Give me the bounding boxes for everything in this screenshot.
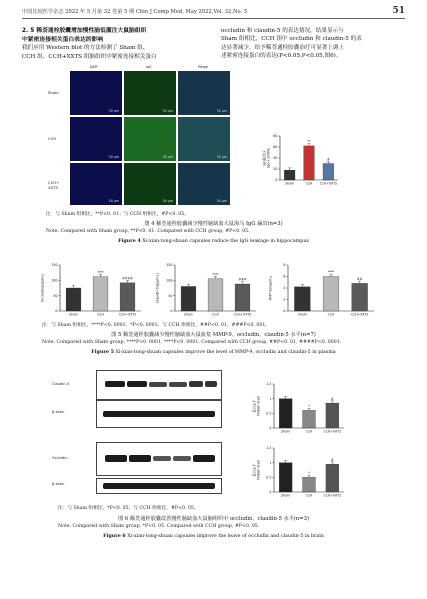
x-tick-label: CCH bbox=[305, 429, 313, 434]
journal-citation: 中国比较医学杂志 2022 年 5 月第 32 卷第 5 期 Chin J Comp Med, May 2022,Vol. 32,No. 5 bbox=[22, 9, 248, 15]
paragraph-right-line4: 述紧密连接蛋白的表达(P<0.05,P<0.05,图6)。 bbox=[221, 53, 342, 60]
figure4-bar-chart bbox=[262, 128, 342, 188]
figure6-title-en: Figure 6 Xi-xian-tong-shuan capsules improve the leave of occludin and claudin-5 in brain bbox=[103, 533, 324, 539]
figure5-claudin5-chart bbox=[155, 257, 260, 319]
significance-label: # bbox=[330, 396, 334, 401]
figure6-label: Figure 6 bbox=[103, 533, 126, 539]
paragraph-left-line1: 我们应用 Western blot 的方法检测了 Sham 组、 bbox=[22, 45, 149, 52]
bar bbox=[181, 286, 196, 311]
bar bbox=[323, 164, 334, 181]
running-header bbox=[22, 8, 405, 15]
y-tick-label: 1 bbox=[269, 396, 272, 401]
paragraph-left-line2: CCH 组、CCH+XXTS 组脑组织中紧密连接相关蛋白 bbox=[22, 53, 157, 60]
row-label-xxts: CCH+ XXTS bbox=[48, 180, 60, 190]
bar bbox=[279, 399, 292, 428]
y-tick-label: 8 bbox=[283, 263, 286, 268]
x-tick-label: CCH bbox=[305, 493, 313, 498]
figure5-mmp9-chart bbox=[268, 257, 378, 319]
western-blot-beta-actin-2 bbox=[96, 478, 222, 494]
micrograph-cch-dapi: 50 μm bbox=[70, 117, 122, 161]
x-tick-label: CCH bbox=[327, 312, 335, 317]
y-tick-label: 0 bbox=[269, 426, 272, 431]
bar bbox=[284, 170, 295, 180]
significance-label: **** bbox=[327, 270, 335, 275]
x-tick-label: Sham bbox=[69, 312, 78, 317]
figure5-occludin-chart bbox=[40, 257, 145, 319]
western-blot-beta-actin-1 bbox=[96, 400, 222, 428]
y-tick-label: 60 bbox=[273, 145, 278, 150]
figure4-title-en: Figure 4 Xi-xian-tong-shuan capsules reduce the IgG leakage in hippocampus bbox=[118, 238, 309, 244]
y-axis-label: IgG阳性区 bbox=[262, 150, 267, 166]
figure4-micrographs bbox=[70, 66, 232, 206]
micrograph-sham-igg: 50 μm bbox=[124, 71, 176, 115]
significance-label: * bbox=[308, 471, 310, 476]
bar bbox=[93, 277, 108, 311]
right-column bbox=[221, 27, 407, 61]
blot2-label-beta-actin: β-actin bbox=[52, 482, 65, 486]
figure5-title-cn: 图 5 稀莶通栓胶囊减少慢性脑缺血大鼠血浆 MMP-9、occludin、claudin-5 水平(n=7) bbox=[111, 332, 316, 338]
significance-label: **** bbox=[97, 270, 104, 275]
y-tick-label: 100 bbox=[166, 278, 173, 283]
y-tick-label: 0 bbox=[55, 309, 58, 314]
paragraph-right-line2: Sham 组相比，CCH 组中 occludin 和 claudin-5 的表 bbox=[221, 36, 362, 43]
western-blot-claudin5 bbox=[96, 370, 222, 400]
y-tick-label: 100 bbox=[51, 278, 58, 283]
section-title-line1: 2. 5 稀莶通栓胶囊增加慢性脑低灌注大鼠脑组织 bbox=[22, 28, 147, 34]
figure4-note-cn: 注：与 Sham 组相比，**P<0. 01；与 CCH 组相比，#P<0. 05。 bbox=[46, 212, 189, 217]
y-tick-label: 1 bbox=[269, 460, 272, 465]
micrograph-cch-igg: 50 μm bbox=[124, 117, 176, 161]
x-tick-label: CCH+XXTS bbox=[233, 312, 252, 317]
bar bbox=[294, 287, 310, 311]
y-tick-label: 2 bbox=[283, 297, 286, 302]
y-axis-label: MMP-9/(ng/mL) bbox=[268, 275, 273, 301]
bar bbox=[303, 410, 316, 428]
figure4-label: Figure 4 bbox=[118, 238, 141, 244]
y-axis-label: Occludin/(pg/mL) bbox=[40, 273, 45, 303]
bar bbox=[66, 288, 81, 311]
figure6-title-cn: 图 6 稀莶通栓胶囊改善慢性脑缺血大鼠脑组织中 occludin、claudin-5 水平(n=3) bbox=[118, 516, 309, 522]
figure4-note-en: Note. Compared with Sham group, **P<0. 01. Compared with CCH group, #P<0. 05. bbox=[46, 229, 250, 234]
western-blot-occludin bbox=[96, 442, 222, 476]
significance-label: # bbox=[326, 157, 330, 162]
significance-label: #### bbox=[122, 276, 133, 281]
x-tick-label: Sham bbox=[184, 312, 193, 317]
figure5-title-en: Figure 5 Xi-xian-tong-shuan capsules improve the level of MMP-9, occludin and claudin-5 in plasma bbox=[91, 349, 336, 355]
y-tick-label: 0 bbox=[275, 178, 278, 183]
bar bbox=[352, 283, 368, 311]
header-rule bbox=[22, 18, 405, 19]
y-tick-label: 6 bbox=[283, 274, 286, 279]
row-label-cch: CCH bbox=[48, 136, 57, 141]
y-tick-label: 20 bbox=[273, 167, 278, 172]
figure6-note-en: Note. Compared with Sham group, *P<0. 05. Compared with CCH group, #P<0. 05. bbox=[58, 524, 260, 529]
y-tick-label: 0.5 bbox=[266, 411, 272, 416]
x-tick-label: CCH+XXTS bbox=[323, 429, 341, 434]
x-tick-label: CCH+XXTS bbox=[323, 493, 341, 498]
y-tick-label: 0 bbox=[170, 309, 173, 314]
y-axis-label: 蛋白水平 bbox=[252, 463, 257, 477]
y-axis-label: Protein level bbox=[256, 459, 261, 481]
x-tick-label: CCH+XXTS bbox=[118, 312, 137, 317]
figure5-note-en: Note. Compared with Sham group, ****P<0. 0001, ****P<0. 0001. Compared with CCH group, ##P<0. 01, ####P<0. 0001. bbox=[42, 340, 342, 345]
y-axis-label: IgG+ profile bbox=[266, 148, 271, 168]
col-label-igg: IgG bbox=[146, 65, 152, 69]
y-axis-label: 蛋白水平 bbox=[252, 399, 257, 413]
bar bbox=[279, 463, 292, 492]
bar bbox=[304, 146, 315, 180]
micrograph-cch-merge: 50 μm bbox=[178, 117, 230, 161]
micrograph-xxts-dapi: 50 μm bbox=[70, 163, 122, 205]
x-tick-label: CCH+XXTS bbox=[351, 312, 369, 317]
blot1-label-claudin5: Claudin-5 bbox=[52, 382, 70, 386]
figure6-occludin-chart bbox=[252, 440, 348, 500]
col-label-dapi: DAPI bbox=[90, 65, 98, 69]
x-tick-label: Sham bbox=[281, 493, 291, 498]
paragraph-right-line1: occludin 和 claudin-5 的表达情况。结果显示与 bbox=[221, 28, 344, 34]
micrograph-sham-merge: 50 μm bbox=[178, 71, 230, 115]
y-tick-label: 0.5 bbox=[266, 475, 272, 480]
section-title-line2: 中紧密连接相关蛋白表达的影响 bbox=[22, 36, 104, 43]
page-number: 51 bbox=[392, 6, 405, 16]
y-tick-label: 0 bbox=[283, 309, 286, 314]
y-tick-label: 1.5 bbox=[266, 446, 272, 451]
y-tick-label: 80 bbox=[273, 134, 278, 139]
x-tick-label: Sham bbox=[297, 312, 307, 317]
col-label-merge: Merge bbox=[198, 65, 208, 69]
micrograph-sham-dapi: 50 μm bbox=[70, 71, 122, 115]
x-tick-label: CCH bbox=[212, 312, 219, 317]
significance-label: **** bbox=[212, 272, 219, 277]
y-tick-label: 50 bbox=[168, 293, 173, 298]
y-axis-label: Protein level bbox=[256, 395, 261, 417]
bar bbox=[323, 277, 339, 312]
bar bbox=[326, 403, 339, 428]
blot1-label-beta-actin: β-actin bbox=[52, 410, 65, 414]
x-tick-label: CCH+XXTS bbox=[319, 181, 337, 186]
y-tick-label: 50 bbox=[53, 293, 58, 298]
y-axis-label: Claudin-5/(pg/mL) bbox=[155, 273, 160, 303]
micrograph-xxts-igg: 50 μm bbox=[124, 163, 176, 205]
bar bbox=[235, 284, 250, 311]
x-tick-label: CCH bbox=[305, 181, 313, 186]
left-column bbox=[22, 27, 208, 61]
row-label-sham: Sham bbox=[48, 90, 59, 95]
y-tick-label: 40 bbox=[273, 156, 278, 161]
y-tick-label: 150 bbox=[166, 263, 173, 268]
significance-label: ### bbox=[238, 277, 247, 282]
significance-label: ## bbox=[356, 277, 363, 282]
y-tick-label: 4 bbox=[283, 286, 286, 291]
bar bbox=[208, 279, 223, 311]
figure6-note-cn: 注：与 Sham 组相比，*P<0. 05；与 CCH 组相比，#P<0. 05。 bbox=[58, 506, 199, 511]
y-tick-label: 1.5 bbox=[266, 382, 272, 387]
figure6-claudin5-chart bbox=[252, 376, 348, 436]
x-tick-label: Sham bbox=[281, 429, 291, 434]
y-tick-label: 0 bbox=[269, 490, 272, 495]
figure5-note-cn: 注：与 Sham 组相比，****P<0. 0001，*P<0. 0001；与 CCH 组相比，##P<0. 01，###P<0. 001。 bbox=[42, 323, 270, 328]
significance-label: * bbox=[308, 404, 310, 409]
x-tick-label: CCH bbox=[97, 312, 104, 317]
blot2-label-occludin: Occludin bbox=[52, 456, 68, 460]
bar bbox=[326, 464, 339, 492]
bar bbox=[120, 283, 135, 311]
figure5-label: Figure 5 bbox=[91, 349, 114, 355]
bar bbox=[303, 477, 316, 492]
significance-label: # bbox=[330, 457, 334, 462]
paragraph-right-line3: 达显著减少，给予稀莶通栓胶囊治疗可显著上调上 bbox=[221, 44, 345, 51]
micrograph-xxts-merge: 50 μm bbox=[178, 163, 230, 205]
figure4-title-cn: 图 4 稀莶通栓胶囊减少慢性脑缺血大鼠海马 IgG 漏出(n=3) bbox=[144, 221, 283, 227]
y-tick-label: 150 bbox=[51, 263, 58, 268]
x-tick-label: Sham bbox=[285, 181, 295, 186]
significance-label: ** bbox=[307, 139, 311, 144]
